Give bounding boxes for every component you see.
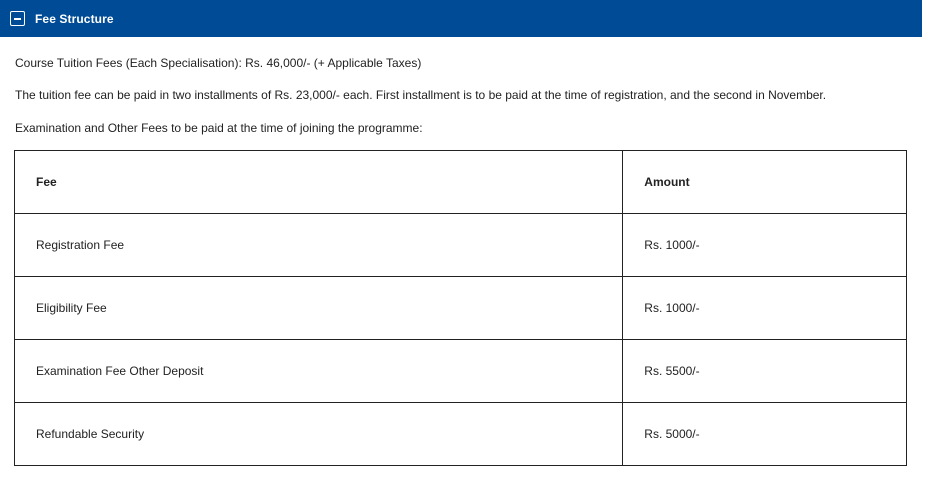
fee-amount-cell: Rs. 5000/- bbox=[623, 403, 907, 466]
installment-text: The tuition fee can be paid in two installments of Rs. 23,000/- each. First installment is to be paid at the time of registration, and the second in November. bbox=[15, 88, 827, 102]
header-amount: Amount bbox=[623, 151, 907, 214]
other-fees-intro: Examination and Other Fees to be paid at the time of joining the programme: bbox=[15, 121, 423, 135]
table-row bbox=[15, 277, 907, 340]
fee-name-cell: Registration Fee bbox=[15, 214, 623, 277]
fee-amount-cell: Rs. 1000/- bbox=[623, 214, 907, 277]
collapse-minus-icon[interactable] bbox=[10, 11, 25, 26]
fee-amount-cell: Rs. 5500/- bbox=[623, 340, 907, 403]
fee-amount-cell: Rs. 1000/- bbox=[623, 277, 907, 340]
table-row bbox=[15, 214, 907, 277]
header-fee: Fee bbox=[15, 151, 623, 214]
table-row bbox=[15, 403, 907, 466]
fee-name-cell: Eligibility Fee bbox=[15, 277, 623, 340]
fee-name-cell: Examination Fee Other Deposit bbox=[15, 340, 623, 403]
fee-structure-header[interactable] bbox=[0, 0, 922, 37]
table-row bbox=[15, 340, 907, 403]
table-header-row bbox=[15, 151, 907, 214]
panel-title: Fee Structure bbox=[35, 11, 114, 26]
fee-name-cell: Refundable Security bbox=[15, 403, 623, 466]
tuition-fee-text: Course Tuition Fees (Each Specialisation): Rs. 46,000/- (+ Applicable Taxes) bbox=[15, 56, 422, 70]
fee-table bbox=[14, 150, 907, 466]
